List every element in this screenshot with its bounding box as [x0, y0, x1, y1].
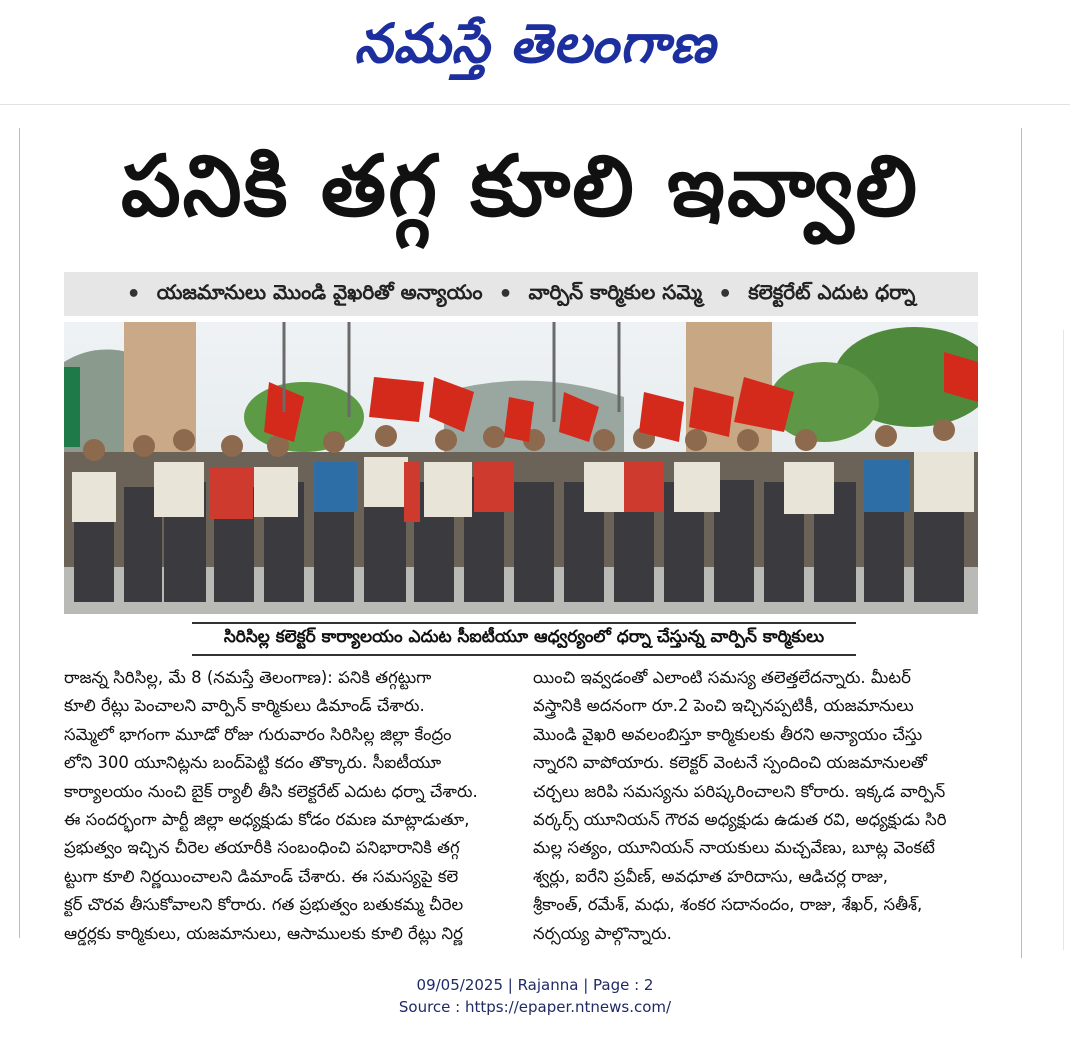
article-line: వర్కర్స్ యూనియన్ గౌరవ అధ్యక్షుడు ఉడుత రవి, అధ్యక్షుడు సిరి	[533, 810, 947, 830]
subhead-3: కలెక్టరేట్ ఎదుట ధర్నా	[748, 279, 916, 304]
article-line: రాజన్న సిరిసిల్ల, మే 8 (నమస్తే తెలంగాణ): పనికి తగ్గట్టుగా	[64, 668, 432, 687]
subhead-2: వార్పిన్ కార్మికుల సమ్మె	[528, 279, 703, 304]
article-body	[64, 664, 978, 944]
article-line: చర్చలు జరిపి సమస్యను పరిష్కరించాలని కోరారు. ఇక్కడ వార్పిన్	[533, 781, 946, 801]
article-line: ట్టుగా కూలి నిర్ణయించాలని డిమాండ్ చేశారు. ఈ సమస్యపై కలె	[64, 866, 459, 886]
article-line: శ్రీకాంత్, రమేశ్, మధు, శంకర సదానందం, రాజు, శేఖర్, సతీశ్,	[533, 895, 923, 915]
article-column-right	[533, 664, 978, 944]
article-line: యించి ఇవ్వడంతో ఎలాంటి సమస్య తలెత్తలేదన్నారు. మీటర్	[533, 668, 911, 687]
article-line: లోని 300 యూనిట్లను బంద్‌పెట్టి కదం తొక్కారు. సీఐటీయూ	[64, 753, 442, 773]
masthead-divider	[0, 104, 1070, 105]
footer-source-link[interactable]: Source : https://epaper.ntnews.com/	[398, 998, 672, 1016]
photo-caption: సిరిసిల్ల కలెక్టర్ కార్యాలయం ఎదుట సీఐటీయూ ఆధ్వర్యంలో ధర్నా చేస్తున్న వార్పిన్ కార్మికులు	[192, 622, 856, 656]
page-edge-mark	[1063, 330, 1064, 950]
article-line: న్నారని వాపోయారు. కలెక్టర్ వెంటనే స్పందించి యజమానులతో	[533, 753, 928, 773]
article-line: నర్సయ్య పాల్గొన్నారు.	[533, 923, 672, 943]
article-line: ప్రభుత్వం ఇచ్చిన చీరెల తయారీకి సంబంధించి పనిభారానికి తగ్గ	[64, 838, 460, 858]
article-line: మల్ల సత్యం, యూనియన్ నాయకులు మచ్చవేణు, బూట్ల వెంకటే	[533, 838, 935, 858]
article-line: ఆర్డర్లకు కార్మికులు, యజమానులు, ఆసాములకు కూలి రేట్లు నిర్ణ	[64, 923, 463, 943]
article-column-left	[64, 664, 509, 944]
article-headline: పనికి తగ్గ కూలి ఇవ్వాలి	[120, 136, 920, 235]
right-column-rule	[1021, 128, 1022, 958]
protest-photo	[64, 322, 978, 614]
article-line: సమ్మెలో భాగంగా మూడో రోజు గురువారం సిరిసిల్ల జిల్లా కేంద్రం	[64, 724, 452, 744]
subhead-1: యజమానులు మొండి వైఖరితో అన్యాయం	[156, 279, 483, 304]
article-line: ఈ సందర్భంగా పార్టీ జిల్లా అధ్యక్షుడు కోడం రమణ మాట్లాడుతూ,	[64, 810, 470, 830]
article-line: క్టర్ చొరవ తీసుకోవాలని కోరారు. గత ప్రభుత్వం బతుకమ్మ చీరెల	[64, 895, 464, 915]
bullet-icon: •	[498, 281, 513, 307]
article-line: వస్త్రానికి అదనంగా రూ.2 పెంచి ఇచ్చినప్పటికీ, యజమానులు	[533, 696, 914, 716]
article-line: కూలి రేట్లు పెంచాలని వార్పిన్ కార్మికులు డిమాండ్ చేశారు.	[64, 696, 425, 716]
subheads-bar	[64, 272, 978, 316]
masthead	[0, 0, 1070, 100]
newspaper-logo: నమస్తే తెలంగాణ	[354, 11, 716, 75]
article-line: మొండి వైఖరి అవలంబిస్తూ కార్మికులకు తీరని అన్యాయం చేస్తు	[533, 724, 923, 744]
footer-date-edition-page: 09/05/2025 | Rajanna | Page : 2	[416, 976, 654, 994]
article-line: శ్వర్లు, ఐరేని ప్రవీణ్, అవధూత హరిదాసు, ఆడిచర్ల రాజు,	[533, 866, 888, 886]
bullet-icon: •	[126, 281, 141, 307]
article-line: కార్యాలయం నుంచి బైక్ ర్యాలీ తీసి కలెక్టరేట్ ఎదుట ధర్నా చేశారు.	[64, 781, 478, 801]
bullet-icon: •	[718, 281, 733, 307]
